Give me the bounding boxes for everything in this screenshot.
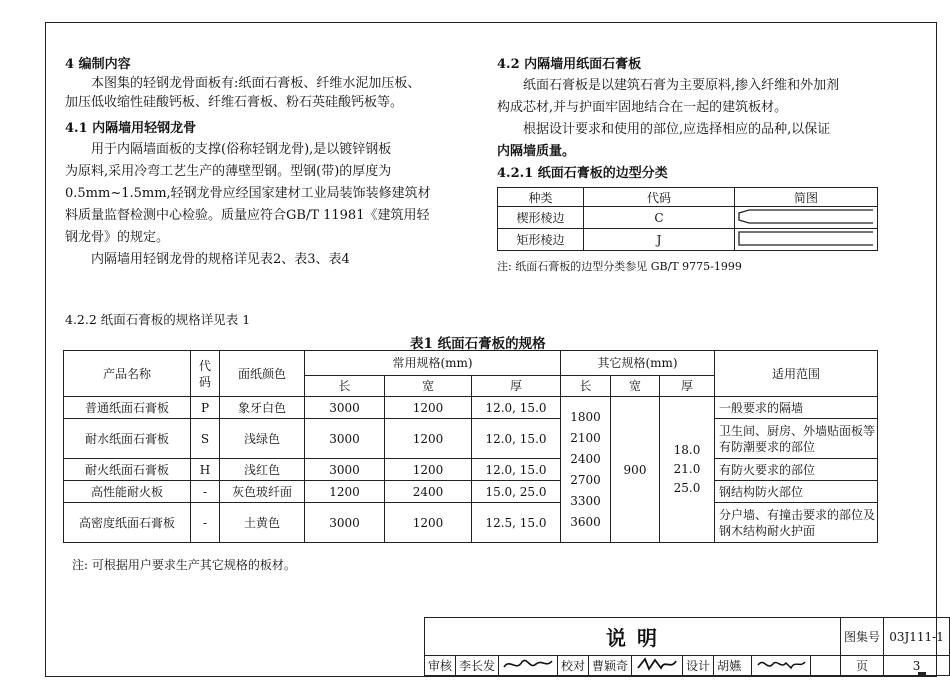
reviewer-signature <box>499 656 558 676</box>
other-thk-value: 25.0 <box>673 481 701 495</box>
spec-cell-code: S <box>191 419 220 459</box>
spec-cell-wid: 1200 <box>385 503 472 543</box>
spec-other-len-list <box>561 397 611 543</box>
p41-line-2: 为原料,采用冷弯工艺生产的薄壁型钢。型钢(带)的厚度为 <box>65 164 392 179</box>
spec-cell-code: - <box>191 503 220 543</box>
spec-cell-use: 有防火要求的部位 <box>715 459 878 481</box>
spec-header-common: 常用规格(mm) <box>305 351 561 376</box>
edge-code-tapered: C <box>584 207 735 229</box>
table-row <box>64 481 878 503</box>
p41-line-6: 内隔墙用轻钢龙骨的规格详见表2、表3、表4 <box>91 252 350 267</box>
spec-cell-wid: 1200 <box>385 397 472 419</box>
spec-cell-len: 3000 <box>305 459 385 481</box>
spec-cell-thk: 15.0, 25.0 <box>472 481 561 503</box>
designer-name: 胡嬿 <box>714 656 752 676</box>
spec-header-code: 代码 <box>191 351 220 397</box>
spec-cell-name: 高密度纸面石膏板 <box>64 503 191 543</box>
page-label: 页 <box>841 656 884 676</box>
spec-cell-color: 浅红色 <box>220 459 305 481</box>
section421-heading: 4.2.1 纸面石膏板的边型分类 <box>497 166 668 181</box>
intro-line-2: 加压低收缩性硅酸钙板、纤维石膏板、粉石英硅酸钙板等。 <box>65 95 404 110</box>
intro-line-1: 本图集的轻钢龙骨面板有:纸面石膏板、纤维水泥加压板、 <box>91 76 421 91</box>
spec-cell-code: H <box>191 459 220 481</box>
other-thk-value: 21.0 <box>673 462 701 476</box>
checker-name: 曹颖奇 <box>589 656 632 676</box>
spec-other-wid: 900 <box>611 397 660 543</box>
drawing-title: 说 明 <box>425 618 841 656</box>
spec-cell-use: 卫生间、厨房、外墙贴面板等有防潮要求的部位 <box>715 419 878 459</box>
spec-cell-use: 一般要求的隔墙 <box>715 397 878 419</box>
other-len-value: 1800 <box>570 409 601 424</box>
spec-header-other-wid: 宽 <box>611 376 660 397</box>
spec-header-common-wid: 宽 <box>385 376 472 397</box>
spec-cell-name: 普通纸面石膏板 <box>64 397 191 419</box>
edge-sketch-tapered <box>735 207 878 229</box>
spec-cell-color: 象牙白色 <box>220 397 305 419</box>
table-row <box>64 503 878 543</box>
other-len-value: 2700 <box>570 472 601 487</box>
other-len-value: 3300 <box>570 493 601 508</box>
spec-cell-thk: 12.0, 15.0 <box>472 459 561 481</box>
spec-header-common-thk: 厚 <box>472 376 561 397</box>
spec-cell-thk: 12.0, 15.0 <box>472 419 561 459</box>
edge-code-square: J <box>584 229 735 251</box>
spec-cell-len: 1200 <box>305 481 385 503</box>
table1-title: 表1 纸面石膏板的规格 <box>410 336 546 352</box>
reviewer-name: 李长发 <box>456 656 499 676</box>
spec-header-other-thk: 厚 <box>660 376 715 397</box>
spec-cell-use: 分户墙、有撞击要求的部位及钢木结构耐火护面 <box>715 503 878 543</box>
p42-line-1: 纸面石膏板是以建筑石膏为主要原料,掺入纤维和外加剂 <box>523 78 840 93</box>
spacer-cell <box>811 656 841 676</box>
designer-signature <box>752 656 811 676</box>
review-label: 审核 <box>425 656 456 676</box>
edge-kind-tapered: 楔形棱边 <box>498 207 584 229</box>
design-label: 设计 <box>683 656 714 676</box>
other-thk-value: 18.0 <box>673 443 701 457</box>
spec-cell-wid: 1200 <box>385 419 472 459</box>
edge-header-sketch: 简图 <box>735 188 878 207</box>
table-row <box>64 459 878 481</box>
table1-note: 注: 可根据用户要求生产其它规格的板材。 <box>72 558 296 572</box>
p41-line-4: 料质量监督检测中心检验。质量应符合GB/T 11981《建筑用轻 <box>65 208 430 223</box>
edge-type-table <box>497 187 878 251</box>
spec-header-other-len: 长 <box>561 376 611 397</box>
spec-header-name: 产品名称 <box>64 351 191 397</box>
spec-table <box>63 350 878 543</box>
spec-cell-len: 3000 <box>305 419 385 459</box>
edge-sketch-square <box>735 229 878 251</box>
spec-cell-use: 钢结构防火部位 <box>715 481 878 503</box>
other-len-value: 2100 <box>570 430 601 445</box>
title-block <box>424 617 950 676</box>
spec-cell-name: 耐火纸面石膏板 <box>64 459 191 481</box>
table-row <box>64 397 878 419</box>
corner-mark <box>918 672 926 675</box>
spec-cell-thk: 12.0, 15.0 <box>472 397 561 419</box>
checker-signature <box>632 656 683 676</box>
atlas-label: 图集号 <box>841 618 884 656</box>
spec-header-use: 适用范围 <box>715 351 878 397</box>
section41-heading: 4.1 内隔墙用轻钢龙骨 <box>65 121 197 136</box>
edge-header-kind: 种类 <box>498 188 584 207</box>
p41-line-1: 用于内隔墙面板的支撑(俗称轻钢龙骨),是以镀锌钢板 <box>91 142 392 157</box>
spec-cell-len: 3000 <box>305 397 385 419</box>
section4-heading: 4 编制内容 <box>65 57 131 72</box>
spec-cell-color: 浅绿色 <box>220 419 305 459</box>
edge-kind-square: 矩形棱边 <box>498 229 584 251</box>
other-len-value: 3600 <box>570 514 601 529</box>
section42-heading: 4.2 内隔墙用纸面石膏板 <box>497 57 642 72</box>
section422-heading: 4.2.2 纸面石膏板的规格详见表 1 <box>65 312 251 327</box>
spec-cell-wid: 2400 <box>385 481 472 503</box>
spec-cell-code: - <box>191 481 220 503</box>
spec-cell-len: 3000 <box>305 503 385 543</box>
p42-line-4: 内隔墙质量。 <box>497 144 576 159</box>
spec-cell-thk: 12.5, 15.0 <box>472 503 561 543</box>
check-label: 校对 <box>558 656 589 676</box>
spec-header-other: 其它规格(mm) <box>561 351 715 376</box>
spec-header-color: 面纸颜色 <box>220 351 305 397</box>
spec-cell-color: 灰色玻纤面 <box>220 481 305 503</box>
spec-cell-name: 耐水纸面石膏板 <box>64 419 191 459</box>
spec-other-thk-list <box>660 397 715 543</box>
p41-line-3: 0.5mm~1.5mm,轻钢龙骨应经国家建材工业局装饰装修建筑材 <box>65 186 431 201</box>
spec-header-common-len: 长 <box>305 376 385 397</box>
atlas-number: 03J111-1 <box>884 618 950 656</box>
spec-cell-color: 土黄色 <box>220 503 305 543</box>
other-len-value: 2400 <box>570 451 601 466</box>
p41-line-5: 钢龙骨》的规定。 <box>65 230 170 245</box>
spec-cell-code: P <box>191 397 220 419</box>
edge-header-code: 代码 <box>584 188 735 207</box>
spec-cell-wid: 1200 <box>385 459 472 481</box>
p42-line-2: 构成芯材,并与护面牢固地结合在一起的建筑板材。 <box>497 100 788 115</box>
edge-table-note: 注: 纸面石膏板的边型分类参见 GB/T 9775-1999 <box>497 260 742 273</box>
table-row <box>64 419 878 459</box>
page-number: 3 <box>884 656 950 676</box>
spec-cell-name: 高性能耐火板 <box>64 481 191 503</box>
p42-line-3: 根据设计要求和使用的部位,应选择相应的品种,以保证 <box>523 122 831 137</box>
